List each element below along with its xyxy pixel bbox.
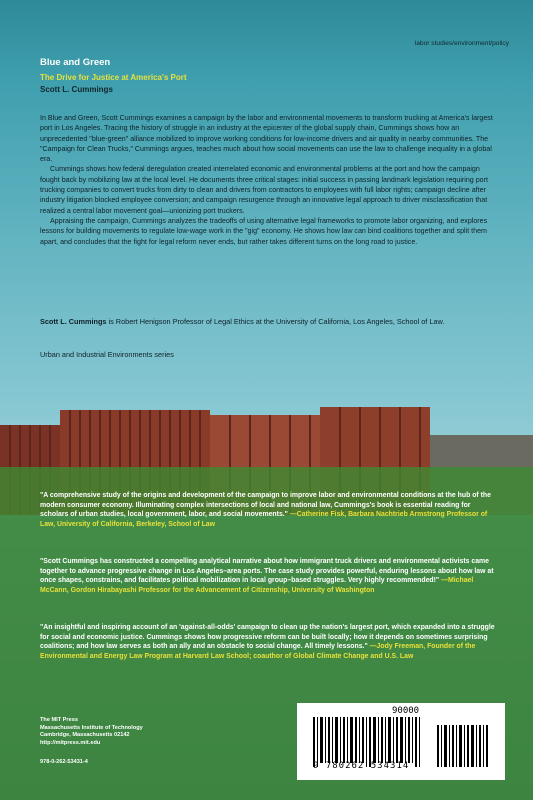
blurb-quote bbox=[40, 491, 500, 529]
quote-text: "An insightful and inspiring account of an 'against-all-odds' campaign to clean up the nation's largest port, which expanded into a struggle for social and economic justice. Cummings shows how progressive reform can be built locally; how it depends on sometimes surprising coalitions; and how law serves as both an ally and an obstacle to social change. All timely lessons." bbox=[40, 624, 495, 651]
quote-attribution: —Michael McCann, Gordon Hirabayashi Professor for the Advancement of Citizenship, University of Washington bbox=[40, 577, 474, 594]
quote-attribution: —Catherine Fisk, Barbara Nachtrieb Armstrong Professor of Law, University of California, Berkeley, School of Law bbox=[40, 511, 488, 528]
publisher-name: The MIT Press bbox=[40, 717, 78, 723]
bio-text: is Robert Henigson Professor of Legal Ethics at the University of California, Los Angeles, School of Law. bbox=[106, 317, 445, 326]
bio-name: Scott L. Cummings bbox=[40, 317, 107, 326]
book-subtitle: The Drive for Justice at America's Port bbox=[40, 73, 187, 82]
book-title: Blue and Green bbox=[40, 57, 111, 68]
barcode-digits: 9 780262 534314 bbox=[313, 761, 410, 771]
publisher-url: http://mitpress.mit.edu bbox=[40, 739, 101, 746]
author-bio bbox=[40, 317, 495, 328]
isbn-text: 978-0-262-53431-4 bbox=[40, 759, 88, 765]
book-author: Scott L. Cummings bbox=[40, 85, 113, 94]
series-name: Urban and Industrial Environments series bbox=[40, 350, 174, 359]
blurb-quote bbox=[40, 557, 500, 595]
description-paragraph: Cummings shows how federal deregulation created interrelated economic and environmental problems at the port and how the campaign fought back by mobilizing law at the local level. He documents three critical stages: initial success in passing landmark legislation requiring port trucking companies to convert trucks from dirty to clean and drivers from contractors to employees with full labor rights; campaign decline after industry litigation blocked employee conversion; and campaign resurgence through an innovative legal approach to driver misclassification that realized a central labor movement goal—unionizing port truckers. bbox=[40, 165, 488, 215]
description-paragraph: Appraising the campaign, Cummings analyzes the tradeoffs of using alternative legal frameworks to promote labor organizing, and explores lessons for building movements to regulate low-wage work in the "gig" economy. He shows how law can bind coalitions together and split them apart, and concludes that the fight for legal reform never ends, but rather takes different turns on the long road to justice. bbox=[40, 216, 488, 246]
publisher-address: Cambridge, Massachusetts 02142 bbox=[40, 732, 130, 739]
subject-tag: labor studies/environment/policy bbox=[414, 40, 509, 47]
quote-attribution: —Jody Freeman, Founder of the Environmental and Energy Law Program at Harvard Law School; coauthor of Global Climate Change and U.S. Law bbox=[40, 643, 476, 660]
description-paragraph: In Blue and Green, Scott Cummings examines a campaign by the labor and environmental movements to transform trucking at America's largest port in Los Angeles. Tracing the history of struggle in an industry at the epicenter of the global supply chain, Cummings shows how an unprecedented "blue-green" alliance mobilized to improve working conditions for low-income drivers and air quality in nearby communities. The "Campaign for Clean Trucks," Cummings argues, teaches much about how social movements can use the law to challenge inequality in a global era. bbox=[40, 114, 493, 164]
blurb-quote bbox=[40, 623, 500, 661]
book-description bbox=[40, 113, 498, 247]
quote-text: "A comprehensive study of the origins and development of the campaign to improve labor and environmental conditions at the hub of the modern consumer economy. Illuminating complex intersections of local and national law, Cummings's book is essential reading for scholars of urban studies, local government, labor, and social movements." bbox=[40, 492, 491, 519]
publisher-info bbox=[40, 717, 143, 747]
publisher-address: Massachusetts Institute of Technology bbox=[40, 724, 143, 731]
price-code: 90000 bbox=[392, 706, 420, 716]
quote-text: "Scott Cummings has constructed a compelling analytical narrative about how immigrant truck drivers and environmental activists came together to advance progressive change in Los Angeles–area ports. The case study provides powerful, enduring lessons about how law at once shapes, constrains, and facilitates political mobilization in local group–based struggles. Very highly recommended!" bbox=[40, 558, 494, 585]
